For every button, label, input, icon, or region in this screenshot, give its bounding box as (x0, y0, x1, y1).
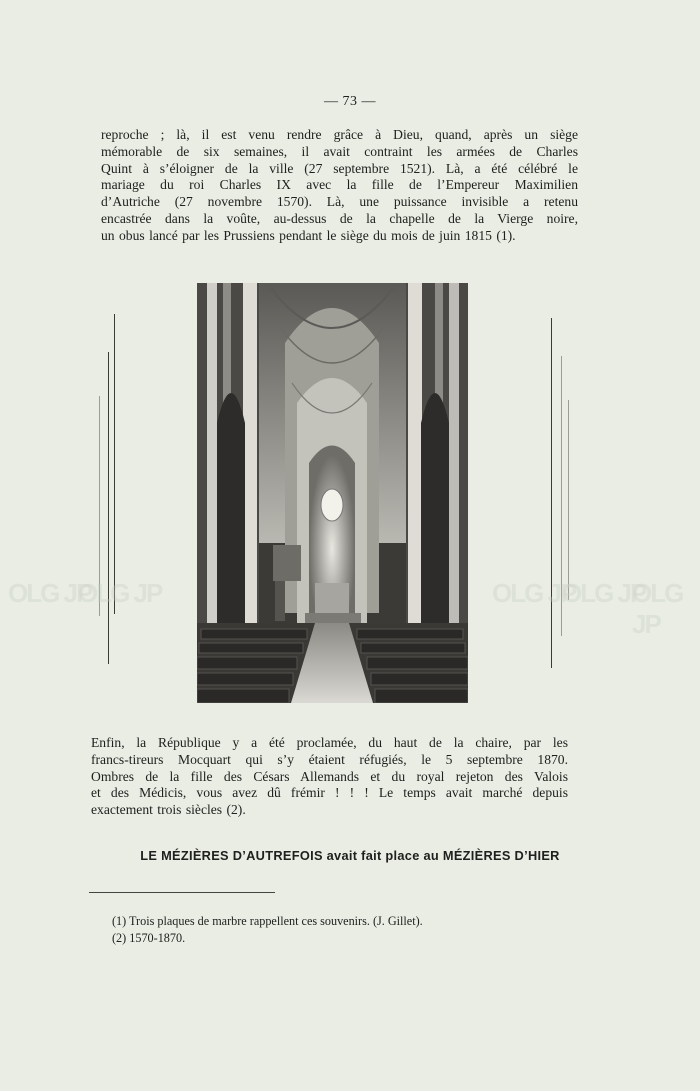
section-heading: LE MÉZIÈRES D’AUTREFOIS avait fait place au MÉZIÈRES D’HIER (140, 848, 560, 863)
text-line: mariage du roi Charles IX avec la fille de l’Empereur Maximilien (101, 177, 578, 193)
text-line: d’Autriche (27 novembre 1570). Là, une puissance invisible a retenu (101, 194, 578, 210)
watermark: OLG JP (492, 578, 576, 608)
text-line: mémorable de six semaines, il avait contraint les armées de Charles (101, 143, 578, 159)
paragraph-1 (101, 127, 578, 245)
watermark: OLG JP (562, 578, 646, 608)
text-line: un obus lancé par les Prussiens pendant le siège du mois de juin 1815 (1). (101, 227, 516, 243)
text-line: encastrée dans la voûte, au-dessus de la chapelle de la Vierge noire, (101, 210, 578, 226)
scan-artifact-line (568, 400, 569, 600)
page-number: — 73 — (324, 94, 376, 109)
watermark: OLG JP (8, 578, 92, 608)
scan-artifact-line (551, 318, 552, 668)
text-line: exactement trois siècles (2). (91, 802, 246, 818)
footnote-divider (89, 892, 275, 893)
text-line: et des Médicis, vous avez dû frémir ! ! ! Le temps avait marché depuis (91, 785, 568, 801)
footnotes (112, 913, 423, 947)
footnote-1: (1) Trois plaques de marbre rappellent ces souvenirs. (J. Gillet). (112, 914, 423, 928)
text-line: Ombres de la fille des Césars Allemands et du royal rejeton des Valois (91, 768, 568, 784)
text-line: Quint à s’éloigner de la ville (27 septembre 1521). Là, a été célébré le (101, 160, 578, 176)
watermark: OLG JP (632, 578, 683, 639)
watermark: OLG JP (78, 578, 162, 608)
text-line: Enfin, la République y a été proclamée, du haut de la chaire, par les (91, 735, 568, 750)
scan-artifact-line (108, 352, 109, 664)
cathedral-nave-photo (197, 283, 468, 703)
paragraph-2 (91, 735, 568, 819)
text-line: francs-tireurs Mocquart qui s’y étaient réfugiés, le 5 septembre 1870. (91, 751, 568, 767)
text-line: reproche ; là, il est venu rendre grâce à Dieu, quand, après un siège (101, 127, 578, 142)
footnote-2: (2) 1570-1870. (112, 931, 186, 945)
scan-artifact-line (114, 314, 115, 614)
